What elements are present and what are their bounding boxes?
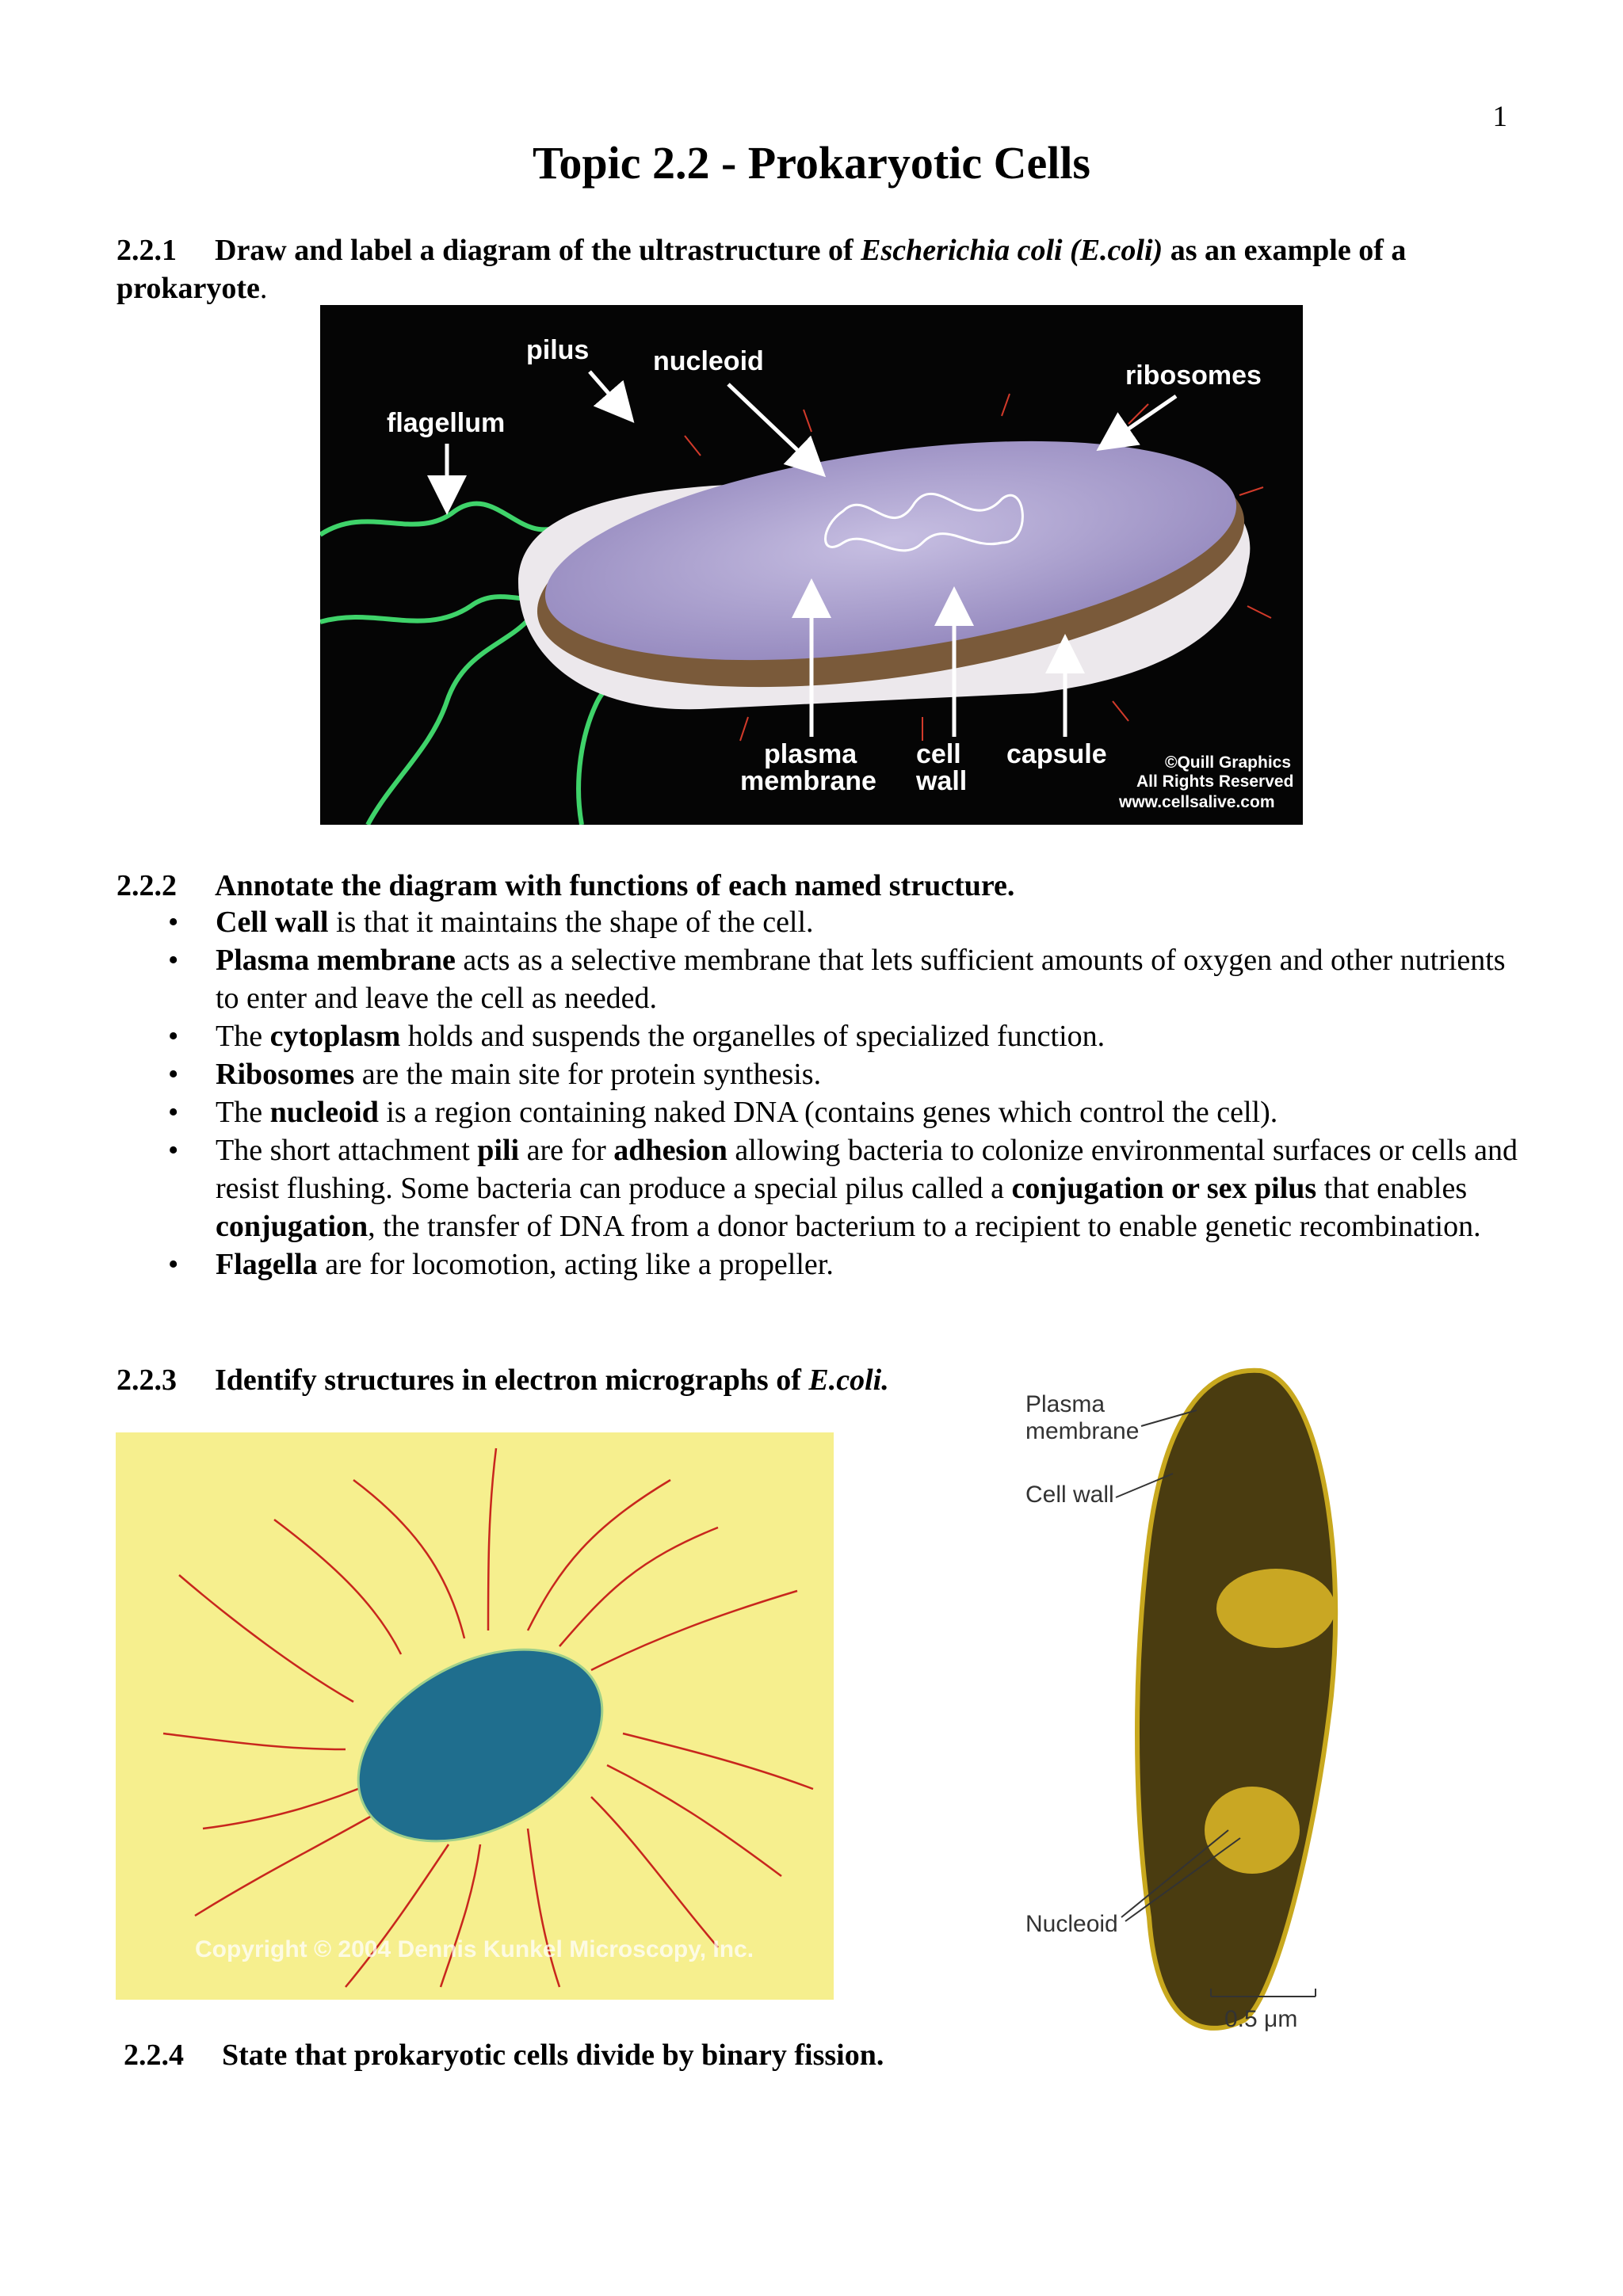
label-cell-wall: Cell wall — [1025, 1482, 1114, 1508]
list-item: • Ribosomes are the main site for protein synthesis. — [168, 1058, 822, 1091]
page-title: Topic 2.2 - Prokaryotic Cells — [532, 137, 1090, 189]
list-item: • The short attachment pili are for adhesion allowing bacteria to colonize environmental surfaces or cells and resist flushing. Some bacteria can produce a special pilus called a conjugation or sex pilus that enables conjugation, the transfer of DNA from a donor bacterium to a recipient to enable genetic recombination. — [168, 1134, 1518, 1243]
list-item: • Cell wall is that it maintains the shape of the cell. — [168, 906, 814, 939]
micrograph-section — [1014, 1363, 1347, 2044]
section-2-2-4-heading: 2.2.4 State that prokaryotic cells divide by binary fission. — [124, 2036, 884, 2074]
label-cell: cell — [916, 739, 961, 769]
nucleoid-1 — [1216, 1569, 1335, 1648]
label-plasma: Plasma — [1025, 1391, 1106, 1417]
ecoli-diagram — [320, 305, 1303, 825]
section-2-2-3-heading: 2.2.3 Identify structures in electron micrographs of E.coli. — [116, 1361, 889, 1399]
functions-list — [158, 903, 1522, 1283]
label-capsule: capsule — [1006, 739, 1107, 769]
list-item: • The nucleoid is a region containing naked DNA (contains genes which control the cell). — [168, 1096, 1278, 1129]
svg-text:All Rights Reserved: All Rights Reserved — [1136, 772, 1294, 791]
label-plasma: plasma — [764, 739, 857, 769]
section-number: 2.2.2 — [116, 869, 177, 902]
section-number: 2.2.1 — [116, 234, 177, 267]
section-number: 2.2.3 — [116, 1363, 177, 1397]
svg-text:©Quill Graphics: ©Quill Graphics — [1165, 753, 1292, 772]
label-flagellum: flagellum — [387, 408, 506, 438]
list-item: • Plasma membrane acts as a selective membrane that lets sufficient amounts of oxygen and other nutrients to enter and leave the cell as needed. — [168, 944, 1506, 1015]
label-nucleoid: Nucleoid — [1025, 1911, 1118, 1937]
label-ribosomes: ribosomes — [1125, 360, 1262, 391]
section-number: 2.2.4 — [124, 2039, 184, 2072]
section-2-2-2-heading: 2.2.2 Annotate the diagram with functions of each named structure. — [116, 867, 1014, 905]
page-number: 1 — [1492, 101, 1507, 133]
label-pilus: pilus — [526, 335, 590, 365]
nucleoid-2 — [1205, 1787, 1300, 1874]
micrograph-pili — [116, 1432, 834, 2000]
section-2-2-1-heading: 2.2.1 Draw and label a diagram of the ultrastructure of Escherichia coli (E.coli) as an example of a prokaryote. — [116, 231, 1511, 307]
label-nucleoid: nucleoid — [653, 346, 764, 376]
list-item: • Flagella are for locomotion, acting like a propeller. — [168, 1248, 834, 1281]
scale-label: 0.5 μm — [1224, 2006, 1298, 2032]
svg-text:www.cellsalive.com: www.cellsalive.com — [1119, 793, 1275, 811]
label-membrane: membrane — [740, 766, 876, 796]
micrograph-copyright: Copyright © 2004 Dennis Kunkel Microscopy, Inc. — [195, 1936, 754, 1962]
label-wall: wall — [916, 766, 968, 796]
list-item: • The cytoplasm holds and suspends the organelles of specialized function. — [168, 1020, 1106, 1053]
label-membrane: membrane — [1025, 1418, 1140, 1444]
